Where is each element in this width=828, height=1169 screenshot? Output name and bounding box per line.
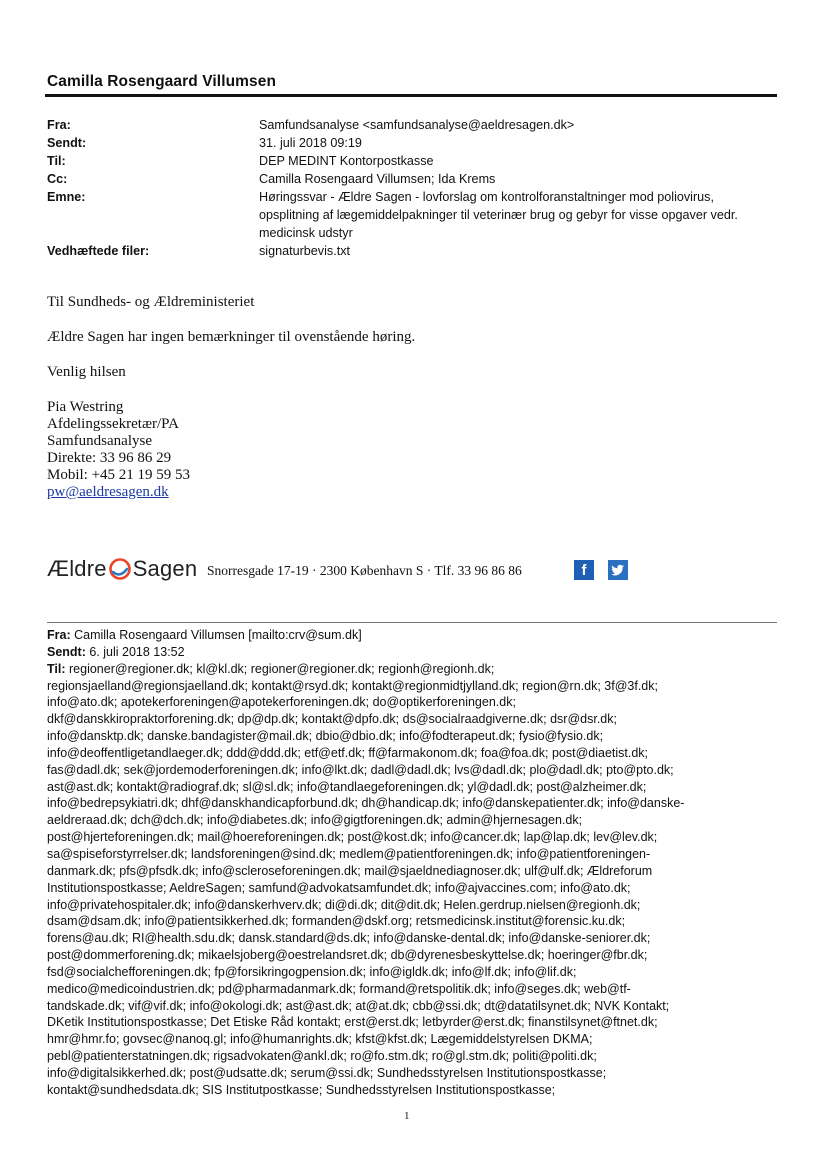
forwarded-recipients xyxy=(47,661,782,1099)
recipient-line xyxy=(47,998,782,1015)
recipient-line-text: info@ato.dk; apotekerforeningen@apotekerforeningen.dk; do@optikerforeningen.dk; xyxy=(47,695,516,710)
greeting: Til Sundheds- og Ældreministeriet xyxy=(47,294,255,310)
recipient-line xyxy=(47,1014,782,1031)
recipient-line xyxy=(47,880,782,897)
recipient-line xyxy=(47,913,782,930)
organization-address: Snorresgade 17-19 · 2300 København S · Tlf. 33 96 86 86 xyxy=(207,563,522,578)
logo-swirl-icon xyxy=(108,557,132,581)
facebook-icon[interactable] xyxy=(574,560,594,580)
forwarded-message-header xyxy=(47,627,782,1099)
forwarded-to-label: Til: xyxy=(47,661,66,676)
forward-divider xyxy=(47,622,777,623)
recipient-line-text: info@deoffentligetandlaeger.dk; ddd@ddd.dk; etf@etf.dk; ff@farmakonom.dk; foa@foa.dk; post@diaetist.dk; xyxy=(47,745,649,760)
header-row-from xyxy=(47,116,777,134)
recipient-line-text: dkf@danskkiropraktorforening.dk; dp@dp.dk; kontakt@dpfo.dk; ds@socialraadgiverne.dk; dsr@dsr.dk; xyxy=(47,712,617,727)
recipient-line-text: forens@au.dk; RI@health.sdu.dk; dansk.standard@ds.dk; info@danske-dental.dk; info@danske-seniorer.dk; xyxy=(47,931,651,946)
signature-mobile-phone: Mobil: +45 21 19 59 53 xyxy=(47,467,191,483)
recipient-line xyxy=(47,964,782,981)
recipient-line xyxy=(47,1082,782,1099)
header-row-to xyxy=(47,152,777,170)
message-text: Ældre Sagen har ingen bemærkninger til ovenstående høring. xyxy=(47,329,416,345)
recipient-line-text: fas@dadl.dk; sek@jordemoderforeningen.dk; info@lkt.dk; dadl@dadl.dk; lvs@dadl.dk; plo@dadl.dk; pto@pto.dk; xyxy=(47,762,674,777)
signature-banner xyxy=(47,556,647,588)
recipient-line-text: sa@spiseforstyrrelser.dk; landsforeningen@sind.dk; medlem@patientforeningen.dk; info@patientforeningen- xyxy=(47,846,651,861)
recipient-line-text: regioner@regioner.dk; kl@kl.dk; regioner@regioner.dk; regionh@regionh.dk; xyxy=(69,661,495,676)
recipient-line xyxy=(47,947,782,964)
recipient-line-text: danmark.dk; pfs@pfsdk.dk; info@scleroseforeningen.dk; mail@sjaeldnediagnoser.dk; ulf@ulf.dk; Ældreforum xyxy=(47,863,653,878)
email-header xyxy=(47,116,777,260)
recipient-line xyxy=(47,661,782,678)
header-key: Fra: xyxy=(47,118,71,132)
recipient-line-text: aeldreraad.dk; dch@dch.dk; info@diabetes.dk; info@gigtforeningen.dk; admin@hjernesagen.dk; xyxy=(47,813,583,828)
recipient-line-text: regionsjaelland@regionsjaelland.dk; kontakt@rsyd.dk; kontakt@regionmidtjylland.dk; region@rn.dk; 3f@3f.dk; xyxy=(47,678,658,693)
recipient-line xyxy=(47,1065,782,1082)
recipient-line-text: pebl@patienterstatningen.dk; rigsadvokaten@ankl.dk; ro@fo.stm.dk; ro@gl.stm.dk; politi@politi.dk; xyxy=(47,1049,597,1064)
header-rule xyxy=(45,94,777,97)
header-key: Cc: xyxy=(47,172,68,186)
forwarded-sent-label: Sendt: xyxy=(47,644,86,659)
header-value: Høringssvar - Ældre Sagen - lovforslag om kontrolforanstaltninger mod poliovirus, opsplitning af lægemiddelpakninger til veterinær brug og gebyr for visse opgaver vedr. medicinsk udstyr xyxy=(259,190,738,240)
twitter-icon[interactable] xyxy=(608,560,628,580)
forwarded-from-row xyxy=(47,627,782,644)
recipient-line-text: info@bedrepsykiatri.dk; dhf@danskhandicapforbund.dk; dh@handicap.dk; info@danskepatienter.dk; info@danske- xyxy=(47,796,685,811)
recipient-line-text: ast@ast.dk; kontakt@radiograf.dk; sl@sl.dk; info@tandlaegeforeningen.dk; yl@dadl.dk; post@alzheimer.dk; xyxy=(47,779,647,794)
header-value: DEP MEDINT Kontorpostkasse xyxy=(259,154,434,168)
recipient-line xyxy=(47,678,782,695)
recipient-line-text: post@dommerforening.dk; mikaelsjoberg@oestrelandsret.dk; db@dyrenesbeskyttelse.dk; hoeringer@fbr.dk; xyxy=(47,948,648,963)
twitter-bird-icon xyxy=(608,560,628,580)
recipient-line xyxy=(47,762,782,779)
header-key: Til: xyxy=(47,154,66,168)
recipient-line-text: tandskade.dk; vif@vif.dk; info@okologi.dk; ast@ast.dk; at@at.dk; cbb@ssi.dk; dt@datatilsynet.dk; NVK Kontakt; xyxy=(47,998,670,1013)
recipient-line-text: info@dansktp.dk; danske.bandagister@mail.dk; dbio@dbio.dk; info@fodterapeut.dk; fysio@fysio.dk; xyxy=(47,729,604,744)
header-key: Vedhæftede filer: xyxy=(47,244,150,258)
recipient-line xyxy=(47,1031,782,1048)
recipient-line-text: dsam@dsam.dk; info@patientsikkerhed.dk; formanden@dskf.org; retsmedicinsk.institut@forensic.ku.dk; xyxy=(47,914,626,929)
closing: Venlig hilsen xyxy=(47,364,126,380)
header-value: Samfundsanalyse <samfundsanalyse@aeldresagen.dk> xyxy=(259,118,575,132)
recipient-line xyxy=(47,930,782,947)
recipient-line-text: info@digitalsikkerhed.dk; post@udsatte.dk; serum@ssi.dk; Sundhedsstyrelsen Institutionspostkasse; xyxy=(47,1065,607,1080)
logo-text-left: Ældre xyxy=(47,556,107,581)
forwarded-sent-row xyxy=(47,644,782,661)
recipient-line-text: DKetik Institutionspostkasse; Det Etiske Råd kontakt; erst@erst.dk; letbyrder@erst.dk; finanstilsynet@ftnet.dk; xyxy=(47,1015,658,1030)
recipient-line-text: Institutionspostkasse; AeldreSagen; samfund@advokatsamfundet.dk; info@ajvaccines.com; info@ato.dk; xyxy=(47,880,631,895)
forwarded-sent-value: 6. juli 2018 13:52 xyxy=(89,644,185,659)
recipient-line xyxy=(47,745,782,762)
aeldre-sagen-logo xyxy=(47,556,197,582)
signature-direct-phone: Direkte: 33 96 86 29 xyxy=(47,450,172,466)
recipient-line-text: fsd@socialchefforeningen.dk; fp@forsikringogpension.dk; info@igldk.dk; info@lf.dk; info@lif.dk; xyxy=(47,964,577,979)
signature-name: Pia Westring xyxy=(47,399,124,415)
page-number: 1 xyxy=(404,1110,410,1122)
recipient-line-text: hmr@hmr.fo; govsec@nanoq.gl; info@humanrights.dk; kfst@kfst.dk; Lægemiddelstyrelsen DKMA; xyxy=(47,1032,593,1047)
recipient-line xyxy=(47,694,782,711)
header-value: 31. juli 2018 09:19 xyxy=(259,136,362,150)
recipient-line xyxy=(47,829,782,846)
signature-department: Samfundsanalyse xyxy=(47,433,152,449)
forwarded-from-value: Camilla Rosengaard Villumsen [mailto:crv@sum.dk] xyxy=(74,628,362,642)
header-row-subject xyxy=(47,188,777,242)
header-key: Sendt: xyxy=(47,136,87,150)
recipient-line xyxy=(47,795,782,812)
recipient-line-text: medico@medicoindustrien.dk; pd@pharmadanmark.dk; formand@retspolitik.dk; info@seges.dk; web@tf- xyxy=(47,981,631,996)
header-value: Camilla Rosengaard Villumsen; Ida Krems xyxy=(259,172,496,186)
logo-text-right: Sagen xyxy=(132,556,198,581)
recipient-line xyxy=(47,812,782,829)
signature-email-link[interactable]: pw@aeldresagen.dk xyxy=(47,484,169,500)
sender-name: Camilla Rosengaard Villumsen xyxy=(47,73,277,90)
recipient-line xyxy=(47,779,782,796)
recipient-line xyxy=(47,1048,782,1065)
forwarded-from-label: Fra: xyxy=(47,628,71,642)
recipient-line-text: post@hjerteforeningen.dk; mail@hoereforeningen.dk; post@kost.dk; info@cancer.dk; lap@lap.dk; lev@lev.dk; xyxy=(47,830,658,845)
facebook-glyph: f xyxy=(581,562,587,579)
message-body xyxy=(47,294,767,501)
signature-title: Afdelingssekretær/PA xyxy=(47,416,179,432)
recipient-line xyxy=(47,863,782,880)
recipient-line-text: info@privatehospitaler.dk; info@danskerhverv.dk; di@di.dk; dit@dit.dk; Helen.gerdrup.nielsen@regionh.dk; xyxy=(47,897,641,912)
header-key: Emne: xyxy=(47,190,86,204)
recipient-line xyxy=(47,897,782,914)
attachment-link[interactable]: signaturbevis.txt xyxy=(259,244,350,258)
recipient-line xyxy=(47,728,782,745)
recipient-line xyxy=(47,846,782,863)
header-row-attachments xyxy=(47,242,777,260)
recipient-line-text: kontakt@sundhedsdata.dk; SIS Institutpostkasse; Sundhedsstyrelsen Institutionspostkasse; xyxy=(47,1082,556,1097)
recipient-line xyxy=(47,711,782,728)
header-row-sent xyxy=(47,134,777,152)
recipient-line xyxy=(47,981,782,998)
header-row-cc xyxy=(47,170,777,188)
